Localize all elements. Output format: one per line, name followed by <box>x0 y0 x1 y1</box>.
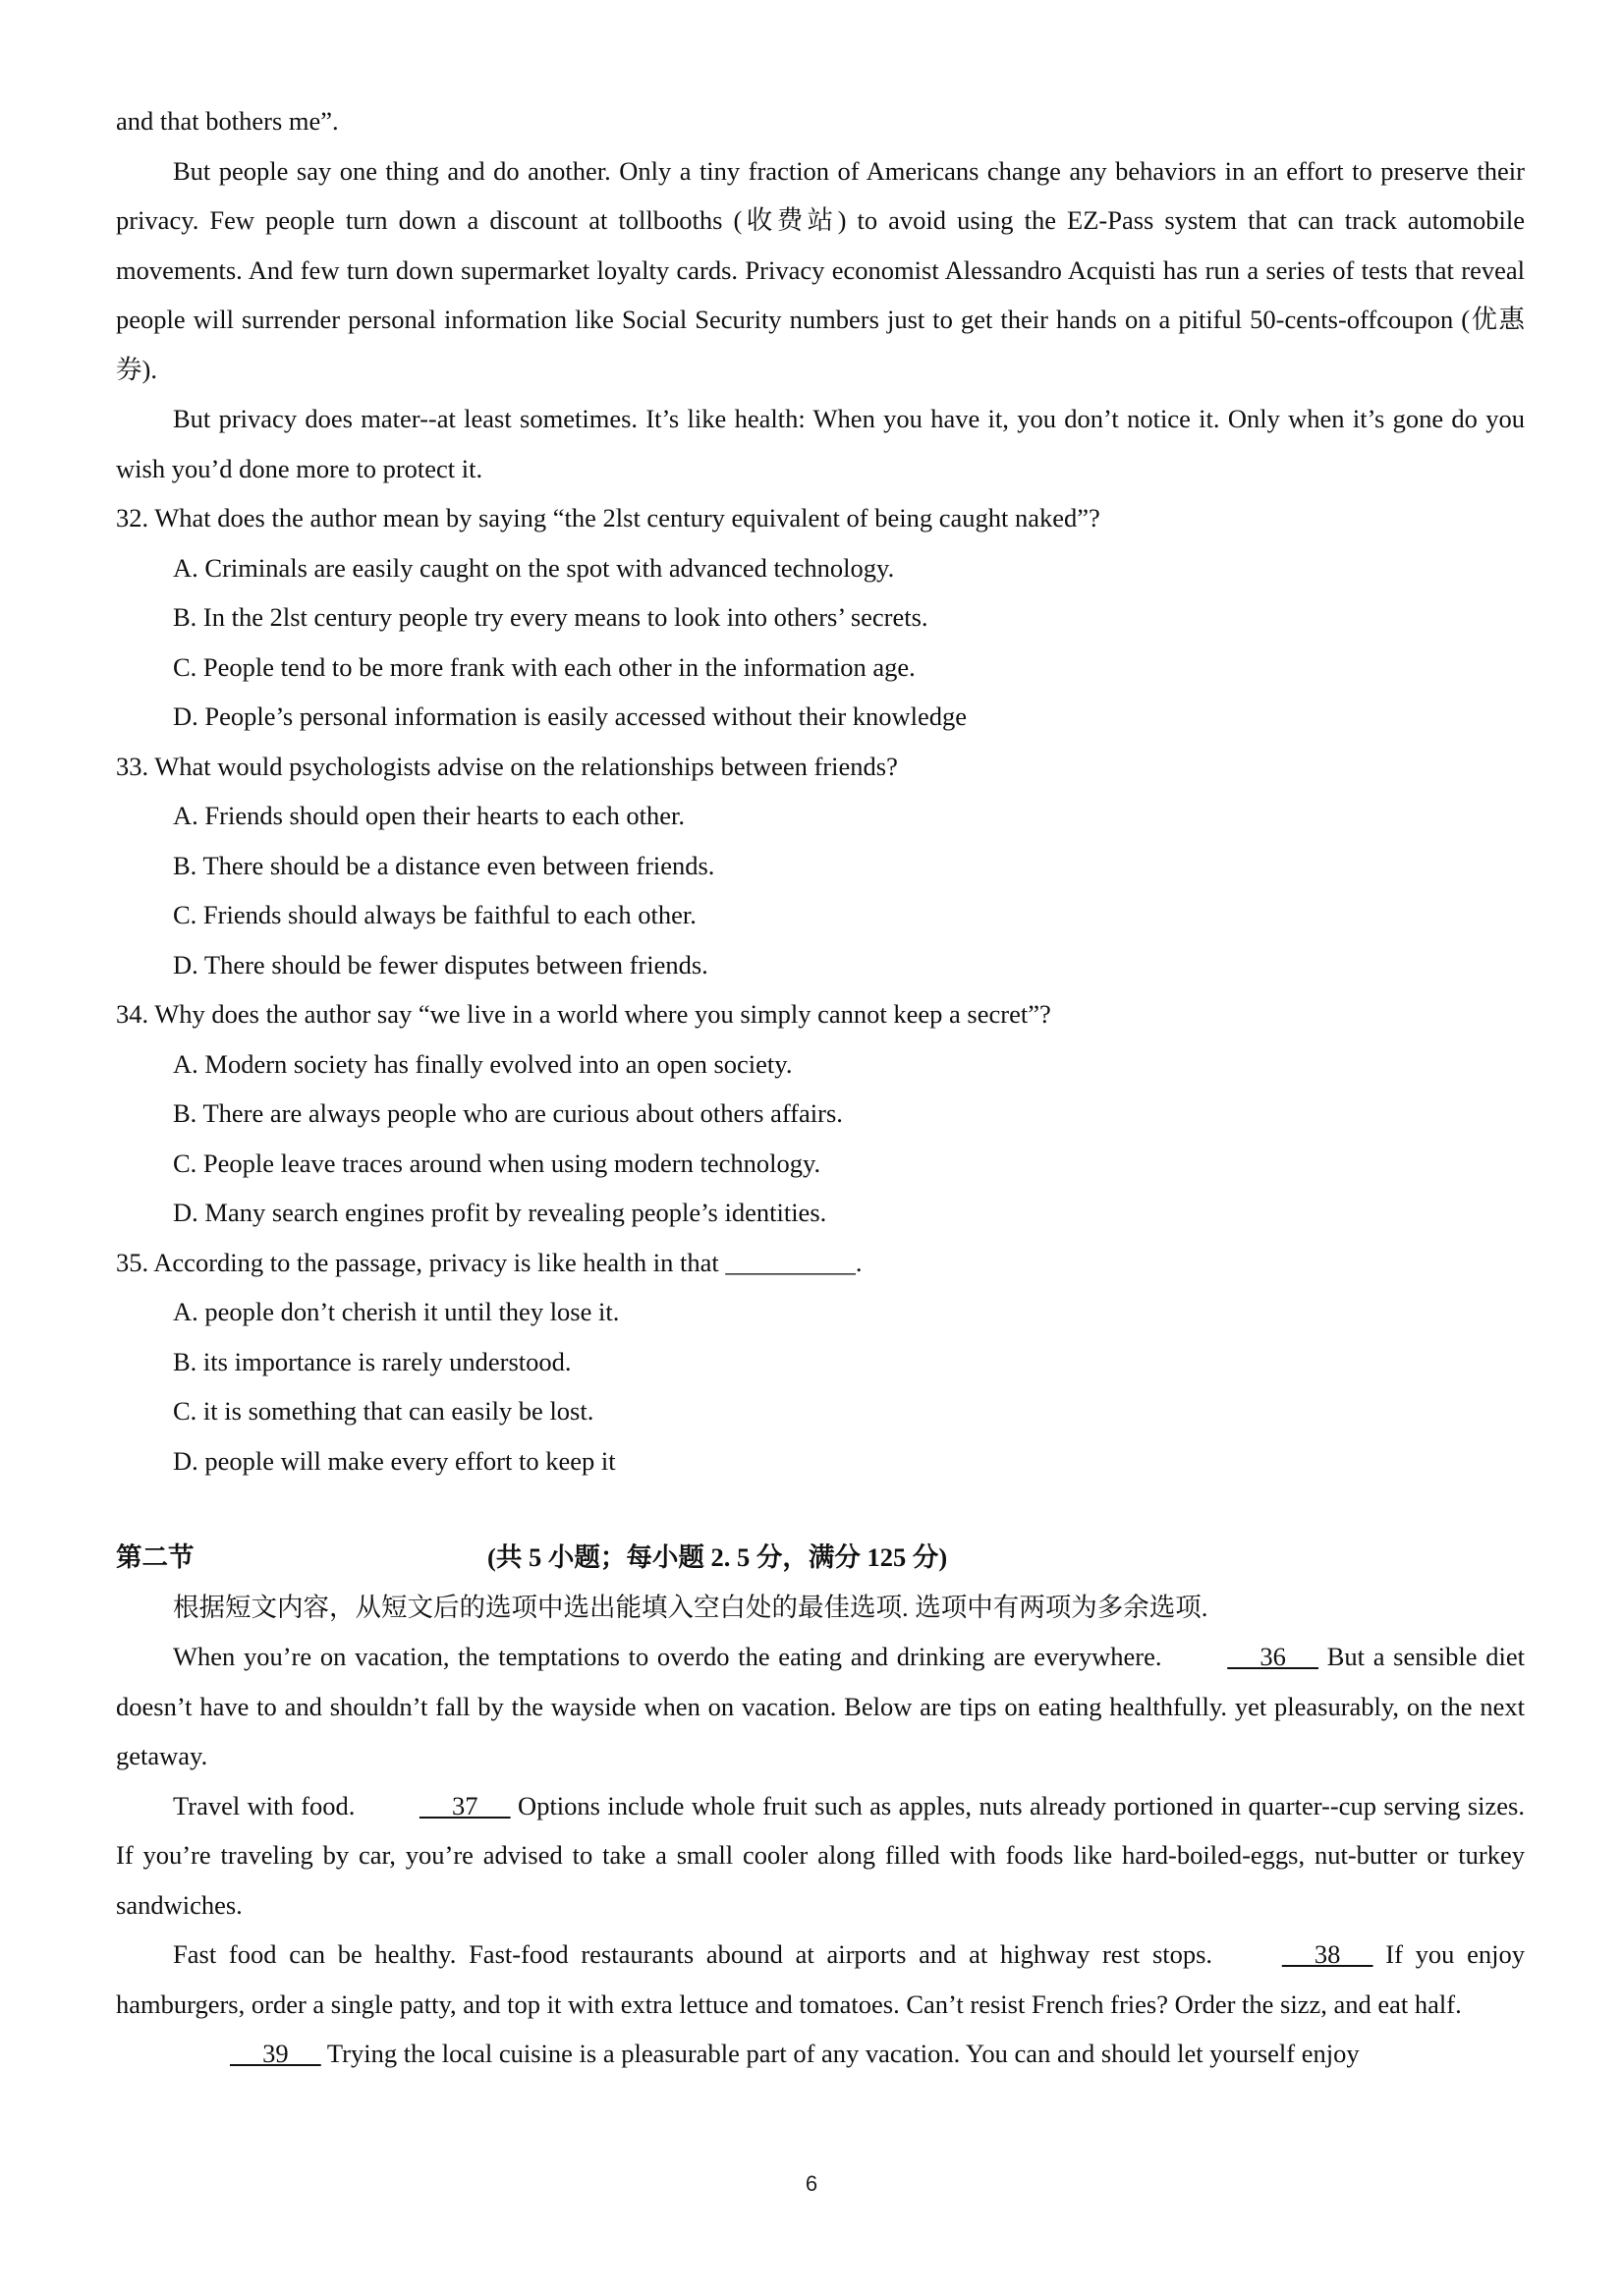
cloze-text: Fast food can be healthy. Fast-food restaurants abound at airports and at highway rest stops. <box>173 1939 1225 1969</box>
passage-paragraph: But privacy does mater--at least sometimes. It’s like health: When you have it, you don’t notice it. Only when it’s gone do you wish you’d done more to protect it. <box>116 404 1525 483</box>
section-heading <box>116 1533 1525 1583</box>
cloze-paragraph <box>116 1632 1525 1781</box>
section-spacer <box>116 1485 1525 1533</box>
document-page <box>116 96 1525 2079</box>
option-a: A. people don’t cherish it until they lose it. <box>173 1297 620 1326</box>
option-c: C. People leave traces around when using modern technology. <box>173 1148 821 1178</box>
option-b: B. There should be a distance even between friends. <box>173 850 715 880</box>
cloze-text: When you’re on vacation, the temptations to overdo the eating and drinking are everywhere. <box>173 1642 1171 1671</box>
option-d: D. Many search engines profit by revealing people’s identities. <box>173 1198 827 1227</box>
question-34 <box>116 989 1525 1238</box>
cloze-text: If you enjoy hamburgers, order a single patty, and top it with extra lettuce and tomatoes. Can’t resist French fries? Order the sizz, and eat half. <box>116 1939 1525 2019</box>
section-title: 第二节 <box>116 1542 195 1572</box>
section-instruction: 根据短文内容，从短文后的选项中选出能填入空白处的最佳选项. 选项中有两项为多余选项. <box>173 1592 1208 1622</box>
question-33 <box>116 742 1525 990</box>
cloze-text: Travel with food. <box>173 1790 363 1820</box>
option-c: C. People tend to be more frank with each other in the information age. <box>173 651 916 682</box>
page-number: 6 <box>805 2171 818 2196</box>
cloze-paragraph <box>116 1930 1525 2029</box>
cloze-text: Trying the local cuisine is a pleasurable part of any vacation. You can and should let yourself enjoy <box>320 2039 1360 2068</box>
question-stem: 33. What would psychologists advise on the relationships between friends? <box>116 751 898 781</box>
blank-39: 39 <box>230 2039 321 2068</box>
cloze-paragraph <box>116 1781 1525 1931</box>
option-c: C. it is something that can easily be lost. <box>173 1396 594 1426</box>
option-c: C. Friends should always be faithful to each other. <box>173 900 697 929</box>
option-a: A. Criminals are easily caught on the spot with advanced technology. <box>173 552 895 583</box>
option-b: B. In the 2lst century people try every means to look into others’ secrets. <box>173 602 928 632</box>
question-stem: 32. What does the author mean by saying “the 2lst century equivalent of being caught naked”? <box>116 503 1100 532</box>
blank-37: 37 <box>419 1790 511 1820</box>
blank-36: 36 <box>1227 1642 1318 1671</box>
option-a: A. Modern society has finally evolved into an open society. <box>173 1048 793 1079</box>
option-a: A. Friends should open their hearts to each other. <box>173 801 686 830</box>
blank-38: 38 <box>1281 1939 1373 1969</box>
option-b: B. its importance is rarely understood. <box>173 1346 572 1376</box>
question-32 <box>116 493 1525 742</box>
question-stem: 35. According to the passage, privacy is like health in that __________. <box>116 1247 863 1277</box>
question-35 <box>116 1238 1525 1486</box>
option-d: D. There should be fewer disputes between friends. <box>173 949 708 980</box>
section-scoring-note: (共 5 小题；每小题 2. 5 分，满分 125 分) <box>487 1542 948 1572</box>
passage-paragraph: But people say one thing and do another. Only a tiny fraction of Americans change any behaviors in an effort to preserve their privacy. Few people turn down a discount at tollbooths (收费站) to avoid using the EZ-Pass system that can track automobile movements. And few turn down supermarket loyalty cards. Privacy economist Alessandro Acquisti has run a series of tests that reveal people will surrender personal information like Social Security numbers just to get their hands on a pitiful 50-cents-offcoupon (优惠券). <box>116 155 1525 384</box>
option-d: D. people will make every effort to keep it <box>173 1445 616 1476</box>
passage-paragraph: and that bothers me”. <box>116 106 339 136</box>
option-b: B. There are always people who are curious about others affairs. <box>173 1098 843 1128</box>
cloze-paragraph <box>116 2029 1525 2079</box>
question-stem: 34. Why does the author say “we live in a world where you simply cannot keep a secret”? <box>116 999 1051 1029</box>
option-d: D. People’s personal information is easily accessed without their knowledge <box>173 701 968 731</box>
cloze-text: Options include whole fruit such as apples, nuts already portioned in quarter--cup serving sizes. If you’re traveling by car, you’re advised to take a small cooler along filled with foods like hard-boiled-eggs, nut-butter or turkey sandwiches. <box>116 1790 1525 1920</box>
cloze-text: But a sensible diet doesn’t have to and shouldn’t fall by the wayside when on vacation. Below are tips on eating healthfully. yet pleasurably, on the next getaway. <box>116 1642 1525 1770</box>
